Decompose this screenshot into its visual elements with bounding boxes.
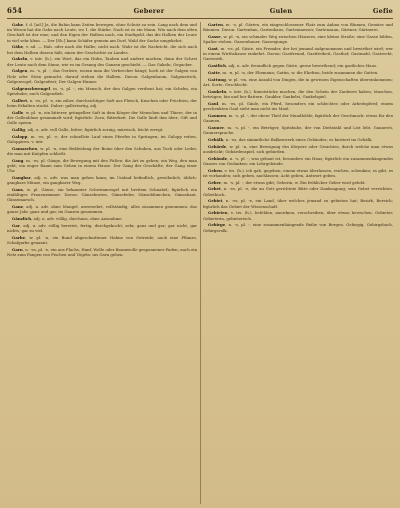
entry-headword: Gast	[208, 46, 218, 51]
entry-definition: , w. pl. -n, eine Bewegung des Körpers oder Gesichtes, durch welche man etwas ausdrückt; Gebärdenspiel, sich gebärden.	[203, 143, 393, 154]
entry-definition: , m. -es, pl. -e, der schnellste Lauf eines Pferdes in Sprüngen; im Galopp reiten. Galoppiren, v. intr.	[7, 133, 197, 144]
entry-headword: Gebäude	[208, 155, 228, 161]
entry-headword: Gahe	[12, 22, 24, 27]
entry-definition: , n. -es, pl. -e, ein zäher, durchsichtiger Saft aus Fleisch, Knochen oder Früchten, der beim Erkalten stockt. Daher: gallertartig, adj.	[7, 97, 197, 108]
entry-definition: , m. -s, pl. -, ein Mensch, der den Galgen verdient hat, ein Schelm, ein Spitzbube; auch Galgendieb.	[7, 85, 197, 96]
entry-headword: Gauner	[208, 124, 225, 130]
dictionary-entry	[203, 180, 393, 185]
entry-definition: , m. -s, pl. -, das Gerüste, woran man die Verbrecher hängt; hoch ist der Galgen von Holz oder Stein gemacht, darauf stehen die Halben. Davon: Galgenbaum, Galgenstrick, Galgenvogel, Galgenfrist; Der Galgen-Humor.	[7, 68, 197, 84]
entry-definition: , n. -es, das sämmtliche Balkenwerk eines Gebäudes; es knistert im Gebälk.	[223, 136, 373, 142]
entry-definition: , w. pl. -n, ein bitterer, grüngelber Saft in dem Körper der Menschen und Thiere, der in der Gallenblase gesammelt wird; figürlich: Zorn, Bitterkeit. Die Galle läuft ihm über; Gift und Galle speien.	[7, 109, 197, 126]
dictionary-entry	[203, 186, 393, 196]
entry-definition: , n. -es, pl. -e, ein Land, über welches jemand zu gebieten hat; Bezirk, Bereich; figürlich das Gebiet der Wissenschaft.	[203, 198, 393, 209]
entry-definition: , v. ad. — Hab. oder nach die Halbe, nicht nach. Wahr ist die Nachricht, die sich nach bei dem Halben dessen hält; einen der Geschichte zu Landes.	[7, 44, 197, 55]
entry-definition: , m. -s, pl. -, der obere Theil der Mundhöhle; figürlich der Geschmack: etwas für den Gaumen.	[203, 112, 393, 123]
entry-definition: , n. -es, pl. -e, ein aus Flachs, Hanf, Wolle oder Baumwolle gesponnener Faden; auch ein Netz zum Fangen von Fischen und Vögeln: ins Garn gehen.	[7, 246, 197, 258]
dictionary-entry	[203, 63, 393, 68]
center-guide-word: Gulen	[269, 7, 293, 15]
entry-headword: Gebiet	[208, 198, 223, 204]
entry-headword: Galopp	[12, 133, 28, 139]
entry-headword: Garten	[208, 22, 223, 27]
entry-definition: , m. -n, pl. -n, der Ehemann; Gattin, w. die Ehefrau; beide zusammen die Gatten.	[219, 70, 379, 75]
entry-headword: Gangbar	[12, 174, 31, 180]
dictionary-entry	[203, 89, 393, 99]
running-header	[7, 6, 393, 19]
entry-headword: Gänzlich	[12, 216, 32, 222]
entry-headword: Gatte	[208, 70, 220, 75]
entry-definition: , w. pl. -n, eine Bekleidung der Beine über den Schuhen, aus Tuch oder Leder, die man mit Knöpfen schließt.	[7, 145, 197, 156]
dictionary-entry	[7, 22, 197, 43]
entry-headword: Gar	[12, 222, 20, 228]
dictionary-entry	[203, 34, 393, 44]
entry-headword: Gakeln	[12, 56, 28, 62]
entry-definition: , m. -s, pl. Gärten, ein eingeschlossener Platz zum Anbau von Blumen, Gemüse und Bäumen. Davon: Gartenbau, Gartenhaus, Gartenmesser, Gartenzaun, Gärtner, Gärtnerei.	[203, 22, 393, 33]
entry-definition: , v. trs. (h.), ich gab, gegeben; einem etwas überlassen, reichen, schenken; es gibt, es ist vorhanden; sich geben, nachlassen; Acht geben, Antwort geben.	[203, 167, 393, 178]
dictionary-entry	[7, 175, 197, 185]
entry-headword: Ganz	[12, 204, 23, 210]
dictionary-entry	[7, 247, 197, 257]
entry-headword: Geben	[208, 167, 222, 173]
dictionary-entry	[203, 222, 393, 232]
entry-headword: Gebärde	[208, 143, 227, 149]
entry-definition: , m. -es, pl. Gänge, die Bewegung mit den Füßen; die Art zu gehen; ein Weg, den man geht; ein enger Raum zum Gehen in einem Hause. Der Gang der Geschäfte, der Gang einer Uhr.	[7, 157, 197, 174]
entry-definition: , v. intr. (h.), Kunststücke machen, die den Schein der Zauberei haben; täuschen, betrügen; hin und her flattern. Gaukler, Gaukelei, Gaukelspiel.	[203, 88, 393, 99]
page-number: 654	[7, 6, 23, 15]
entry-headword: Garbe	[12, 234, 26, 240]
dictionary-entry	[203, 113, 393, 123]
entry-definition: , w. pl. -en, eine Anzahl von Dingen, die in gewissen Eigenschaften übereinkommen; Art, Sorte, Geschlecht.	[203, 76, 393, 87]
entry-definition: , n. -s, pl. -, eine zusammenhängende Reihe von Bergen. Gebirgig, Gebirgsbach, Gebirgsvolk.	[203, 222, 393, 233]
dictionary-entry	[7, 44, 197, 54]
entry-definition: , f. d. [ad.] Ja, die Bahin kann Zeiten bewegen, ohne Schutz zu sein. Lang nach dem und im Wesen hat die Gahe nach Leute, wo 1. die Stärke. Nach ist es ein Mann. Wie nach dem alten Geschäft ist der eine; und den Eigen der Halben nach, ein Stadtgeld, das die Halben der Leute in viel sehr klein. — Der [Sh.] kann Schäfer gemein am Dorf, Wald der Sache umgekehrt.	[7, 22, 197, 43]
dictionary-entry	[7, 134, 197, 144]
dictionary-entry	[203, 22, 393, 32]
entry-definition: , adj. u. adv. völlig bereitet, fertig, durchgekocht; sehr, ganz und gar; gar nicht, gar nichts, gar zu viel.	[7, 222, 197, 234]
entry-definition: , w. pl. Gänse, ein bekannter Schwimmvogel mit breitem Schnabel; figürlich ein einfältiges Frauenzimmer. Davon: Gänsebraten, Gänsefeder, Gänseblümchen, Gänsehaut, Gänsemarsch.	[7, 186, 197, 203]
dictionary-entry	[7, 216, 197, 221]
dictionary-entry	[203, 168, 393, 178]
right-column	[203, 22, 393, 504]
entry-headword: Gang	[12, 157, 24, 163]
dictionary-entry	[7, 223, 197, 233]
entry-definition: , adj. u. adv. völlig, durchaus, ohne Ausnahme.	[31, 216, 123, 222]
dictionary-entry	[7, 158, 197, 174]
entry-definition: , w. pl. -n, ein Bund abgeschnittener Halme von Getreide; auch eine Pflanze, Schafgarbe genannt.	[7, 234, 197, 246]
dictionary-entry	[203, 156, 393, 166]
dictionary-entry	[7, 86, 197, 96]
dictionary-entry	[203, 198, 393, 208]
left-guide-word: Geberer	[133, 7, 165, 15]
dictionary-entry	[203, 210, 393, 220]
entry-definition: , adj. u. adv. voll Galle, bitter; figürlich zornig, mürrisch, leicht erregt.	[25, 126, 164, 132]
entry-headword: Gebet	[208, 186, 221, 192]
entry-headword: Geber	[208, 179, 222, 185]
dictionary-entry	[7, 127, 197, 132]
entry-headword: Gamaschen	[12, 145, 38, 151]
entry-headword: Gallig	[12, 126, 25, 132]
entry-definition: , m. -s, pl. -, der etwas gibt; Geberin, w. Ein fröhlicher Geber wird gelobt.	[221, 179, 366, 185]
left-column	[7, 22, 197, 504]
dictionary-entry	[7, 187, 197, 203]
dictionary-entry	[7, 204, 197, 214]
entry-definition: , adj. u. adv. was man gehen kann; im Umlauf befindlich, gewöhnlich, üblich: gangbare Münze, ein gangbarer Weg.	[7, 174, 197, 186]
entry-headword: Gaukeln	[208, 88, 227, 94]
column-divider	[200, 22, 201, 504]
entry-definition: , m. -es, pl. Gäste, ein Fremder, der bei jemand aufgenommen und bewirthet wird; wer in einem Wirthshause einkehrt. Davon: Gastfreund, Gastfreiheit, Gasthof, Gastmahl, Gastrecht, Gastwirth.	[203, 46, 393, 62]
entry-definition: , n. -s, pl. -, was gebaut ist, besonders ein Haus; figürlich ein zusammenhängendes Ganzes von Gedanken: ein Lehrgebäude.	[203, 155, 393, 166]
entry-headword: Gebirge	[208, 222, 226, 228]
dictionary-entry	[203, 101, 393, 111]
entry-definition: , n. -es, pl. -e, die an Gott gerichtete Bitte oder Danksagung; sein Gebet verrichten. Gebetbuch.	[203, 186, 393, 197]
dictionary-entry	[7, 235, 197, 245]
entry-headword: Galgen	[12, 68, 28, 74]
right-guide-word: Gefie	[372, 7, 393, 15]
dictionary-entry	[203, 77, 393, 87]
entry-headword: Gebälk	[208, 136, 224, 142]
entry-headword: Gattung	[208, 76, 226, 82]
entry-headword: Gaumen	[208, 112, 227, 118]
dictionary-entry	[7, 98, 197, 108]
entry-headword: Gastlich	[208, 63, 226, 69]
entry-headword: Gallert	[12, 97, 28, 103]
dictionary-entry	[7, 146, 197, 156]
entry-definition: , w. pl. -n, ein schmaler Weg zwischen Häusern, eine kleine Straße; eine Gasse bilden, Spalier stehen. Gassenhauer, Gassenjunge.	[203, 34, 393, 45]
dictionary-entry	[7, 56, 197, 66]
entry-headword: Garn	[12, 246, 23, 252]
entry-definition: , adj. u. adv. freundlich gegen Gäste, gerne bewirthend; ein gastliches Haus.	[226, 63, 378, 69]
dictionary-entry	[203, 144, 393, 154]
entry-headword: Gans	[12, 186, 23, 192]
dictionary-entry	[203, 125, 393, 135]
entry-definition: , m. -es, pl. Gäule, ein Pferd, besonders ein schlechtes oder Arbeitspferd; einem geschenkten Gaul sieht man nicht ins Maul.	[203, 100, 393, 111]
entry-headword: Gähe	[12, 44, 24, 50]
dictionary-entry	[203, 46, 393, 62]
text-columns	[7, 22, 393, 504]
entry-definition: , adj. u. adv. ohne Mangel, unversehrt, vollständig; alles zusammen genommen: das ganze Jahr, ganz und gar, im Ganzen genommen.	[7, 204, 197, 215]
entry-headword: Gasse	[208, 34, 221, 39]
entry-headword: Gebieten	[208, 210, 228, 216]
dictionary-entry	[203, 70, 393, 75]
dictionary-entry	[7, 110, 197, 126]
entry-definition: , v. intr. (h.), ein Wort, das ein Huhn, Tauben und andere machen; dann der Schrei der Leute nach dem Sinne, wie es im Gesang des Ganzen geschieht. — Das Gakeln, Gegacker.	[7, 56, 197, 67]
entry-headword: Gaul	[208, 100, 219, 106]
entry-headword: Galgenschwengel	[12, 85, 51, 91]
dictionary-entry	[203, 137, 393, 142]
entry-definition: , v. trs. (h.), befehlen, anordnen, vorschreiben; über etwas herrschen. Gebieter, Gebieterin, gebieterisch.	[203, 210, 393, 221]
entry-definition: , m. -s, pl. -, ein Betrüger, Spitzbube, der von Diebstahl und List lebt. Gaunerei, Gaunersprache.	[203, 124, 393, 135]
entry-headword: Galle	[12, 109, 24, 115]
dictionary-entry	[7, 68, 197, 84]
